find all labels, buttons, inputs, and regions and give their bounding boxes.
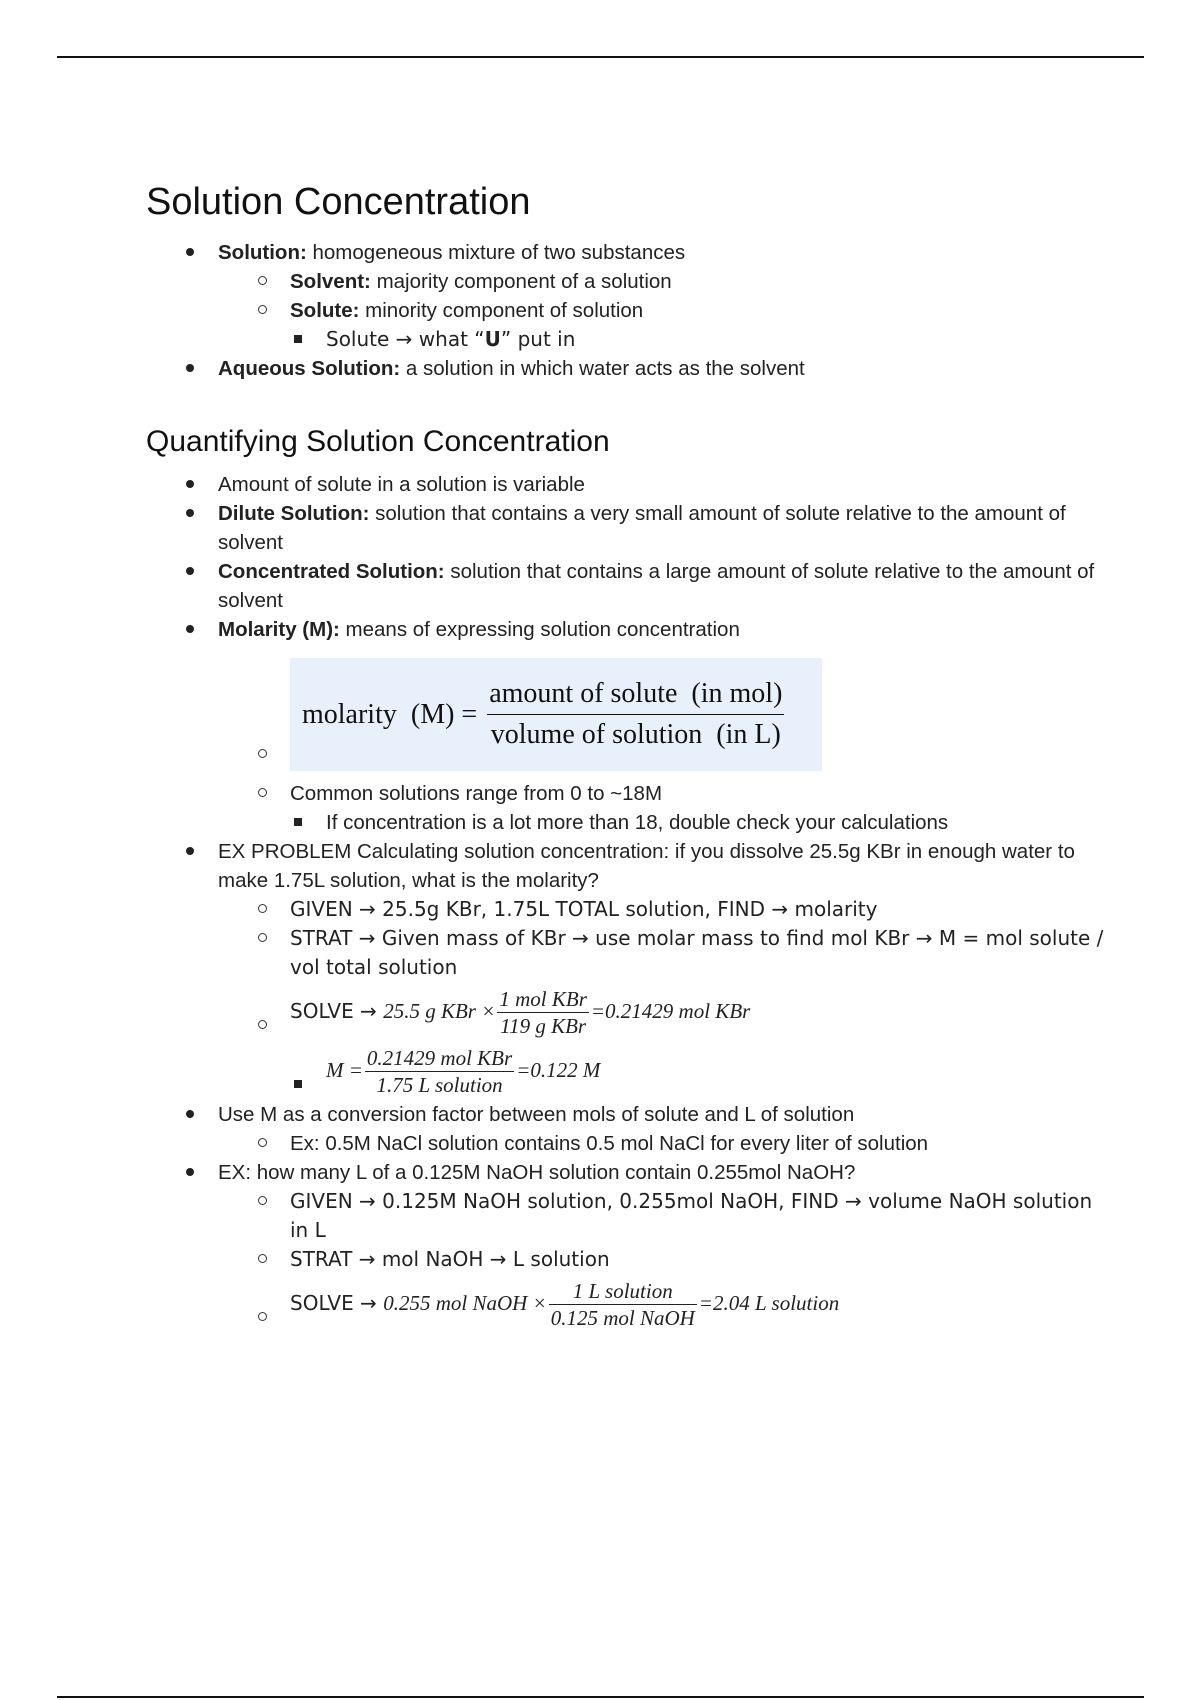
molarity-formula: molarity (M) = $\frac{\text{amount of solute (in mol)}}{\text{volume of solution (in L)}}$ — [290, 658, 822, 771]
list-item-conversion: Use M as a conversion factor between mols of solute and L of solution Ex: 0.5M NaCl solution contains 0.5 mol NaCl for every liter of solution — [146, 1100, 1106, 1158]
bottom-rule — [57, 1696, 1144, 1698]
bullet-icon — [184, 1158, 196, 1187]
list-item-ex1: EX PROBLEM Calculating solution concentration: if you dissolve 25.5g KBr in enough water to make 1.75L solution, what is the molarity? GIVEN → 25.5g KBr, 1.75L TOTAL solution, FIND → molarity STRAT → Given mass of KBr → use molar mass to find mol KBr → M = mol solute / vol total solution SOLVE → 25.5 g KBr × $\frac{\text{1 mol KBr}}{\text{119 g KBr}}$ =0.21429 mol KBr M = $\frac{\text{0.21429 mol KBr}}{\text{1.75 L solution}}$ =0.122 M — [146, 837, 1106, 1100]
list-item-formula — [218, 644, 1106, 771]
hollow-bullet-icon — [256, 997, 268, 1055]
square-bullet-icon — [292, 808, 304, 837]
bullet-icon — [184, 557, 196, 586]
list-item-ex1-solve: SOLVE → 25.5 g KBr × $\frac{\text{1 mol KBr}}{\text{119 g KBr}}$ =0.21429 mol KBr M = $\frac{\text{0.21429 mol KBr}}{\text{1.75 L solution}}$ =0.122 M — [218, 982, 1106, 1100]
hollow-bullet-icon — [256, 779, 268, 808]
bullet-icon — [184, 499, 196, 528]
hollow-bullet-icon — [256, 1129, 268, 1158]
hollow-bullet-icon — [256, 1187, 268, 1216]
list-item-solute: Solute: minority component of solution Solute → what “U” put in — [218, 296, 1106, 354]
list-item-ex1-molarity: M = $\frac{\text{0.21429 mol KBr}}{\text{1.75 L solution}}$ =0.122 M — [290, 1041, 1106, 1100]
square-bullet-icon — [292, 325, 304, 354]
list-item-check: If concentration is a lot more than 18, double check your calculations — [290, 808, 1106, 837]
hollow-bullet-icon — [256, 1289, 268, 1347]
bullet-icon — [184, 615, 196, 644]
section-title-solution-concentration: Solution Concentration — [146, 181, 531, 223]
bullet-icon — [184, 354, 196, 383]
top-rule — [57, 56, 1144, 58]
quantifying-list — [146, 470, 1106, 1333]
list-item-ex1-given: GIVEN → 25.5g KBr, 1.75L TOTAL solution, FIND → molarity — [218, 895, 1106, 924]
list-item-molarity: Molarity (M): means of expressing solution concentration molarity (M) = $\frac{\text{amount of solute (in mol)}}{\text{volume of solution (in L)}}$ Common solutions range from 0 to ~18M If concentration is a lot more than 18, double check your calculations — [146, 615, 1106, 837]
bullet-icon — [184, 238, 196, 267]
list-item-concentrated: Concentrated Solution: solution that contains a large amount of solute relative to the amount of solvent — [146, 557, 1106, 615]
list-item-dilute: Dilute Solution: solution that contains a very small amount of solute relative to the amount of solvent — [146, 499, 1106, 557]
list-item-ex1-strat: STRAT → Given mass of KBr → use molar mass to find mol KBr → M = mol solute / vol total solution — [218, 924, 1106, 982]
hollow-bullet-icon — [256, 740, 268, 769]
bullet-icon — [184, 837, 196, 866]
list-item-ex2-given: GIVEN → 0.125M NaOH solution, 0.255mol NaOH, FIND → volume NaOH solution in L — [218, 1187, 1106, 1245]
list-item-solute-mnemonic: Solute → what “U” put in — [290, 325, 1106, 354]
list-item-aqueous: Aqueous Solution: a solution in which water acts as the solvent — [146, 354, 1106, 383]
hollow-bullet-icon — [256, 267, 268, 296]
hollow-bullet-icon — [256, 895, 268, 924]
list-item-variable: Amount of solute in a solution is variable — [146, 470, 1106, 499]
list-item-ex2-strat: STRAT → mol NaOH → L solution — [218, 1245, 1106, 1274]
list-item-ex2-solve: SOLVE → 0.255 mol NaOH × $\frac{\text{1 L solution}}{\text{0.125 mol NaOH}}$ =2.04 L solution — [218, 1274, 1106, 1333]
list-item-common: Common solutions range from 0 to ~18M If concentration is a lot more than 18, double check your calculations — [218, 779, 1106, 837]
hollow-bullet-icon — [256, 924, 268, 953]
hollow-bullet-icon — [256, 296, 268, 325]
bullet-icon — [184, 1100, 196, 1129]
list-item-solvent: Solvent: majority component of a solution — [218, 267, 1106, 296]
list-item-solution: Solution: homogeneous mixture of two substances Solvent: majority component of a solution Solute: minority component of solution Solute → what “U” put in — [146, 238, 1106, 354]
document-body — [146, 182, 1106, 1333]
solution-list — [146, 238, 1106, 383]
hollow-bullet-icon — [256, 1245, 268, 1274]
bullet-icon — [184, 470, 196, 499]
list-item-conversion-ex: Ex: 0.5M NaCl solution contains 0.5 mol NaCl for every liter of solution — [218, 1129, 1106, 1158]
list-item-ex2: EX: how many L of a 0.125M NaOH solution contain 0.255mol NaOH? GIVEN → 0.125M NaOH solution, 0.255mol NaOH, FIND → volume NaOH solution in L STRAT → mol NaOH → L solution SOLVE → 0.255 mol NaOH × $\frac{\text{1 L solution}}{\text{0.125 mol NaOH}}$ =2.04 L solution — [146, 1158, 1106, 1333]
section-title-quantifying: Quantifying Solution Concentration — [146, 424, 610, 458]
